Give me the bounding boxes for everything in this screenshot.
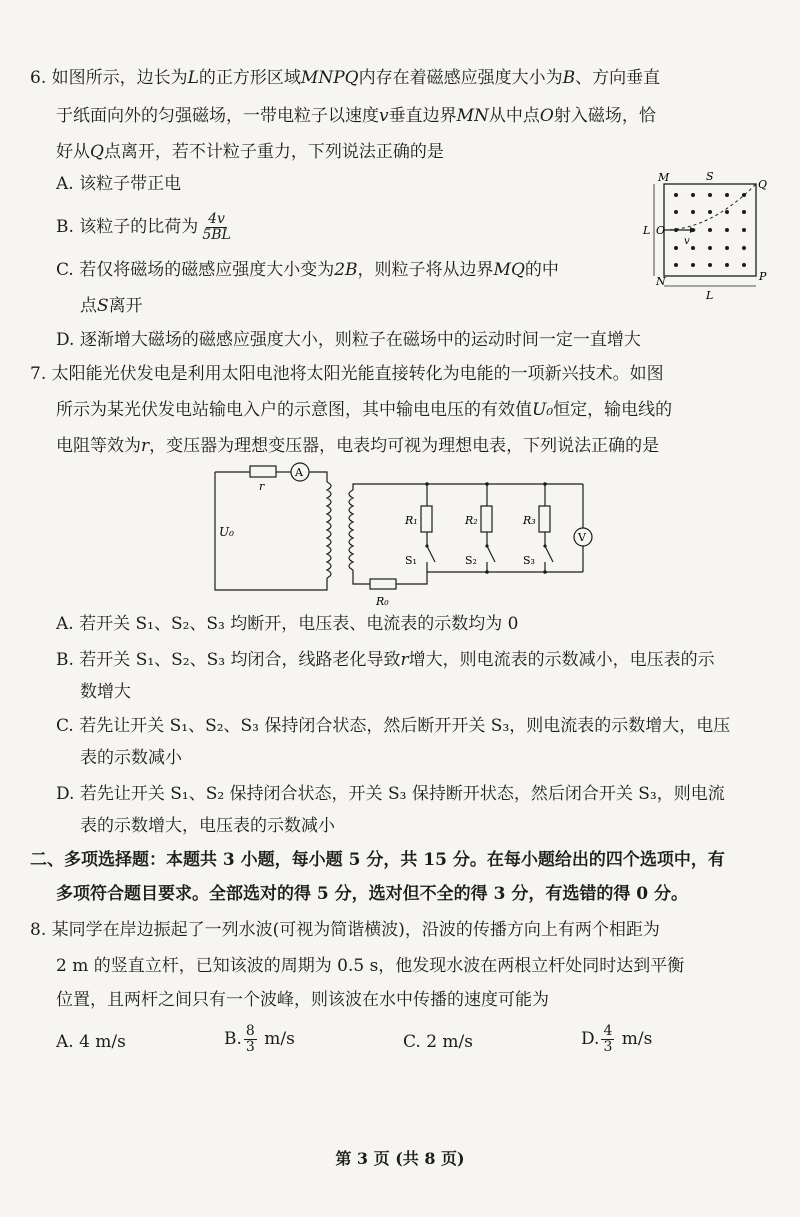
- label-r: r: [259, 480, 265, 493]
- label-R3: R₃: [523, 514, 536, 527]
- q7-circuit-diagram: [205, 460, 605, 612]
- secondary-wire-bottom: [353, 570, 370, 584]
- q6-option-a: A. 该粒子带正电: [56, 174, 182, 194]
- q8-option-c: C. 2 m/s: [403, 1032, 474, 1052]
- label-N: N: [656, 275, 666, 288]
- label-V: V: [578, 531, 586, 544]
- label-A: A: [295, 466, 303, 479]
- label-S3: S₃: [523, 554, 535, 567]
- secondary-wire-top: [353, 484, 367, 490]
- label-R2: R₂: [465, 514, 478, 527]
- q7-option-b: B. 若开关 S₁、S₂、S₃ 均闭合，线路老化导致r增大，则电流表的示数减小，电压表的示: [56, 650, 715, 670]
- label-S2: S₂: [465, 554, 477, 567]
- q8-option-b: B. $\frac{8}{3}$ m/s: [224, 1023, 295, 1055]
- label-O: O: [656, 224, 666, 237]
- q7-option-b-cont: 数增大: [80, 682, 131, 702]
- q8-stem-line3: 位置，且两杆之间只有一个波峰，则该波在水中传播的速度可能为: [56, 990, 549, 1010]
- q8-stem-line1: 8. 某同学在岸边振起了一列水波(可视为简谐横波)，沿波的传播方向上有两个相距为: [30, 920, 660, 940]
- switch-S2: [487, 546, 495, 562]
- secondary-coil: [349, 490, 353, 570]
- q6-option-d: D. 逐渐增大磁场的磁感应强度大小，则粒子在磁场中的运动时间一定一直增大: [56, 330, 641, 350]
- q7-stem-line2: 所示为某光伏发电站输电入户的示意图，其中输电电压的有效值U₀恒定，输电线的: [56, 400, 673, 420]
- switch-S1: [427, 546, 435, 562]
- resistor-R3: [539, 506, 550, 532]
- primary-coil: [327, 482, 331, 578]
- label-R0: R₀: [376, 595, 389, 608]
- q6-magnetic-field-figure: [640, 168, 780, 300]
- resistor-R2: [481, 506, 492, 532]
- q7-stem-line1: 7. 太阳能光伏发电是利用太阳电池将太阳光能直接转化为电能的一项新兴技术。如图: [30, 364, 664, 384]
- q7-option-d-cont: 表的示数增大，电压表的示数减小: [80, 816, 335, 836]
- secondary-bottom-rail: [396, 572, 583, 584]
- q6-stem-line1: 6. 如图所示，边长为L的正方形区域MNPQ内存在着磁感应强度大小为B、方向垂直: [30, 68, 661, 88]
- primary-wire-top3: [309, 472, 327, 482]
- resistor-r: [250, 466, 276, 477]
- particle-trajectory: [664, 184, 756, 230]
- q7-option-c: C. 若先让开关 S₁、S₂、S₃ 保持闭合状态，然后断开开关 S₃，则电流表的示数增大，电压: [56, 716, 731, 736]
- label-v: v: [684, 236, 690, 247]
- q7-option-c-cont: 表的示数减小: [80, 748, 182, 768]
- q6-stem-line2: 于纸面向外的匀强磁场，一带电粒子以速度v垂直边界MN从中点O射入磁场，恰: [56, 106, 656, 126]
- q8-option-d: D. $\frac{4}{3}$ m/s: [581, 1023, 653, 1055]
- q6-option-b: B. 该粒子的比荷为 $\frac{4v}{5BL}$: [56, 211, 231, 243]
- label-M: M: [658, 171, 670, 184]
- velocity-arrowhead-icon: [690, 227, 696, 233]
- q7-option-d: D. 若先让开关 S₁、S₂ 保持闭合状态，开关 S₃ 保持断开状态，然后闭合开关 S₃，则电流: [56, 784, 725, 804]
- page-footer: 第 3 页 (共 8 页): [335, 1149, 465, 1168]
- label-L-left: L: [643, 224, 651, 237]
- section2-heading-line1: 二、多项选择题：本题共 3 小题，每小题 5 分，共 15 分。在每小题给出的四个选项中，有: [30, 850, 725, 870]
- resistor-R0: [370, 579, 396, 589]
- q8-option-a: A. 4 m/s: [56, 1032, 126, 1052]
- q7-option-a: A. 若开关 S₁、S₂、S₃ 均断开，电压表、电流表的示数均为 0: [56, 614, 519, 634]
- q7-stem-line3: 电阻等效为r，变压器为理想变压器，电表均可视为理想电表，下列说法正确的是: [56, 436, 660, 456]
- q6-stem-line3: 好从Q点离开，若不计粒子重力，下列说法正确的是: [56, 142, 444, 162]
- label-R1: R₁: [405, 514, 418, 527]
- section2-heading-line2: 多项符合题目要求。全部选对的得 5 分，选对但不全的得 3 分，有选错的得 0 分。: [56, 884, 688, 904]
- q8-stem-line2: 2 m 的竖直立杆，已知该波的周期为 0.5 s，他发现水波在两根立杆处同时达到平衡: [56, 956, 685, 976]
- label-S: S: [706, 170, 714, 183]
- label-P: P: [759, 270, 767, 283]
- switch-S3: [545, 546, 553, 562]
- label-Q: Q: [758, 178, 768, 191]
- q6-option-c: C. 若仅将磁场的磁感应强度大小变为2B，则粒子将从边界MQ的中: [56, 260, 559, 280]
- resistor-R1: [421, 506, 432, 532]
- label-L-bottom: L: [706, 289, 714, 300]
- label-S1: S₁: [405, 554, 417, 567]
- q6-option-c-cont: 点S离开: [80, 296, 143, 316]
- label-U0: U₀: [219, 525, 234, 539]
